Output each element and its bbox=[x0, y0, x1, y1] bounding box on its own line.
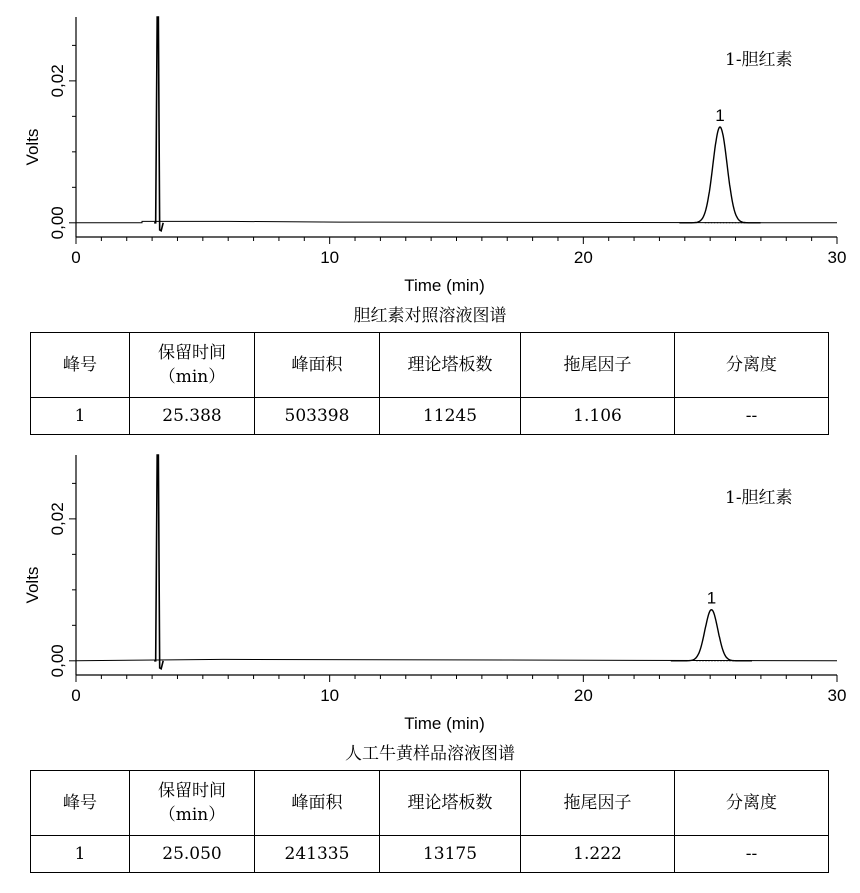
y-tick-label: 0,00 bbox=[48, 644, 67, 678]
table-header-cell: 峰面积 bbox=[255, 771, 380, 836]
table-cell: 11245 bbox=[380, 398, 521, 435]
table-header-cell: 理论塔板数 bbox=[380, 333, 521, 398]
x-axis-label: Time (min) bbox=[404, 276, 485, 295]
table-cell: 25.388 bbox=[130, 398, 255, 435]
table-row bbox=[31, 398, 829, 435]
chart-caption-sample: 人工牛黄样品溶液图谱 bbox=[345, 744, 515, 764]
peak-label: 1 bbox=[715, 106, 725, 125]
x-tick-label: 0 bbox=[71, 686, 81, 705]
baseline-trace bbox=[76, 659, 837, 660]
table-header-cell: 分离度 bbox=[675, 333, 829, 398]
chromatogram-sample bbox=[0, 438, 860, 738]
x-tick-label: 20 bbox=[573, 248, 593, 267]
table-header-cell: 理论塔板数 bbox=[380, 771, 521, 836]
table-row bbox=[31, 836, 829, 873]
table-cell: -- bbox=[675, 398, 829, 435]
y-axis-label: Volts bbox=[23, 566, 42, 604]
y-tick-label: 0,00 bbox=[48, 206, 67, 240]
solvent-spike bbox=[154, 17, 163, 231]
table-cell: 1.222 bbox=[521, 836, 675, 873]
table-cell: 13175 bbox=[380, 836, 521, 873]
peak-label: 1 bbox=[706, 588, 717, 608]
table-header-cell: 拖尾因子 bbox=[521, 771, 675, 836]
x-tick-label: 0 bbox=[71, 248, 81, 267]
x-axis-label: Time (min) bbox=[404, 714, 485, 733]
peak-table-sample bbox=[30, 770, 829, 873]
legend-label: 1-胆红素 bbox=[725, 488, 793, 508]
table-header-cell: 峰面积 bbox=[255, 333, 380, 398]
table-header-row bbox=[31, 333, 829, 398]
solvent-spike bbox=[154, 455, 163, 669]
table-header-cell: 峰号 bbox=[31, 333, 130, 398]
table-header-row bbox=[31, 771, 829, 836]
y-axis-label: Volts bbox=[23, 128, 42, 166]
table-header-cell: 分离度 bbox=[675, 771, 829, 836]
legend-label: 1-胆红素 bbox=[725, 50, 793, 70]
chart-caption-reference: 胆红素对照溶液图谱 bbox=[353, 306, 507, 326]
table-cell: 503398 bbox=[255, 398, 380, 435]
x-tick-label: 30 bbox=[827, 248, 847, 267]
table-cell: -- bbox=[675, 836, 829, 873]
chromatogram-section-reference bbox=[0, 0, 860, 445]
table-header-cell: 峰号 bbox=[31, 771, 130, 836]
x-tick-label: 10 bbox=[320, 248, 340, 267]
peak-table-reference bbox=[30, 332, 829, 435]
chromatogram-section-sample bbox=[0, 438, 860, 893]
x-tick-label: 30 bbox=[827, 686, 847, 705]
peak-trace bbox=[679, 127, 760, 223]
y-tick-label: 0,02 bbox=[48, 64, 67, 98]
table-header-cell: 保留时间 （min） bbox=[130, 771, 255, 836]
peak-trace bbox=[671, 610, 752, 661]
x-tick-label: 20 bbox=[573, 686, 593, 705]
table-cell: 1 bbox=[31, 398, 130, 435]
table-header-cell: 保留时间 （min） bbox=[130, 333, 255, 398]
x-tick-label: 10 bbox=[320, 686, 340, 705]
table-cell: 241335 bbox=[255, 836, 380, 873]
table-cell: 1.106 bbox=[521, 398, 675, 435]
table-header-cell: 拖尾因子 bbox=[521, 333, 675, 398]
chromatogram-reference bbox=[0, 0, 860, 300]
y-tick-label: 0,02 bbox=[48, 502, 67, 536]
table-cell: 1 bbox=[31, 836, 130, 873]
table-cell: 25.050 bbox=[130, 836, 255, 873]
